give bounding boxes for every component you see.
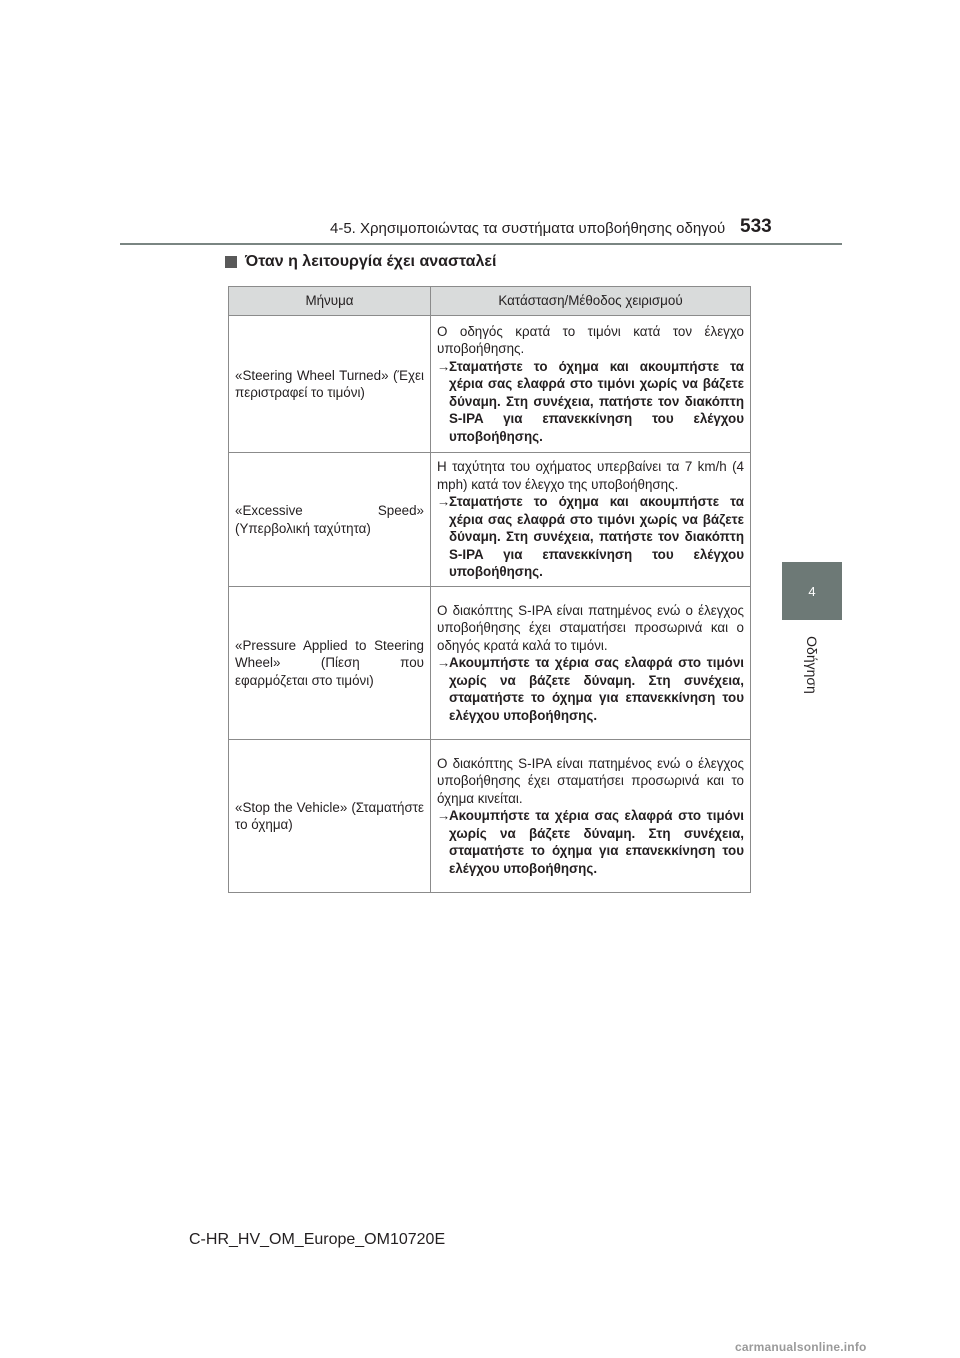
action-step [437,493,744,581]
table-row [229,740,751,893]
chapter-label [802,630,822,700]
square-bullet-icon [225,256,237,268]
condition-cell [431,316,751,453]
arrow-right-icon: → [437,358,451,374]
action-text: Σταματήστε το όχημα και ακουμπήστε τα χέρια σας ελαφρά στο τιμόνι χωρίς να βάζετε δύναμη. Στη συνέχεια, πατήστε τον διακόπτη S-IPA για επανεκκίνηση του ελέγχου υποβοήθησης. [449,358,744,444]
condition-text: Ο διακόπτης S-IPA είναι πατημένος ενώ ο έλεγχος υποβοήθησης έχει σταματήσει προσωρινά και ο οδηγός κρατά καλά το τιμόνι. [437,602,744,653]
message-table [228,286,751,893]
page-number: 533 [740,216,772,237]
action-text: Ακουμπήστε τα χέρια σας ελαφρά στο τιμόνι χωρίς να βάζετε δύναμη. Στη συνέχεια, σταματήστε το όχημα για επανεκκίνηση του ελέγχου υποβοήθησης. [449,808,744,876]
table-row [229,453,751,587]
action-step [437,358,744,446]
table-row [229,316,751,453]
action-text: Ακουμπήστε τα χέρια σας ελαφρά στο τιμόνι χωρίς να βάζετε δύναμη. Στη συνέχεια, σταματήστε το όχημα για επανεκκίνηση του ελέγχου υποβοήθησης. [449,655,744,723]
section-heading [225,253,496,271]
watermark: carmanualsonline.info [735,1340,867,1354]
chapter-tab [782,562,842,620]
table-header-row [229,287,751,316]
arrow-right-icon: → [437,808,451,824]
message-cell: «Pressure Applied to Steering Wheel» (Πίεση που εφαρμόζεται στο τιμόνι) [229,587,431,740]
table-row [229,587,751,740]
chapter-label-text: Οδήγηση [804,636,820,694]
header-rule [120,243,842,245]
condition-text: Η ταχύτητα του οχήματος υπερβαίνει τα 7 km/h (4 mph) κατά τον έλεγχο της υποβοήθησης. [437,459,744,492]
column-header-message: Μήνυμα [229,287,431,316]
condition-cell [431,740,751,893]
condition-text: Ο οδηγός κρατά το τιμόνι κατά τον έλεγχο υποβοήθησης. [437,323,744,357]
condition-cell [431,587,751,740]
message-cell: «Excessive Speed» (Υπερβολική ταχύτητα) [229,453,431,587]
document-code: C-HR_HV_OM_Europe_OM10720E [189,1231,446,1248]
column-header-condition: Κατάσταση/Μέθοδος χειρισμού [431,287,751,316]
condition-text: Ο διακόπτης S-IPA είναι πατημένος ενώ ο έλεγχος υποβοήθησης έχει σταματήσει προσωρινά και το όχημα κινείται. [437,755,744,806]
action-step [437,654,744,724]
message-cell: «Stop the Vehicle» (Σταματήστε το όχημα) [229,740,431,893]
action-text: Σταματήστε το όχημα και ακουμπήστε τα χέρια σας ελαφρά στο τιμόνι χωρίς να βάζετε δύναμη. Στη συνέχεια, πατήστε τον διακόπτη S-IPA για επανεκκίνηση του ελέγχου υποβοήθησης. [449,494,744,580]
arrow-right-icon: → [437,655,451,671]
condition-cell [431,453,751,587]
arrow-right-icon: → [437,494,451,510]
action-step [437,807,744,877]
message-cell: «Steering Wheel Turned» (Έχει περιστραφεί το τιμόνι) [229,316,431,453]
header-section-title: 4-5. Χρησιμοποιώντας τα συστήματα υποβοήθησης οδηγού [330,220,726,237]
section-heading-text: Όταν η λειτουργία έχει ανασταλεί [245,253,497,270]
chapter-number: 4 [808,583,816,599]
